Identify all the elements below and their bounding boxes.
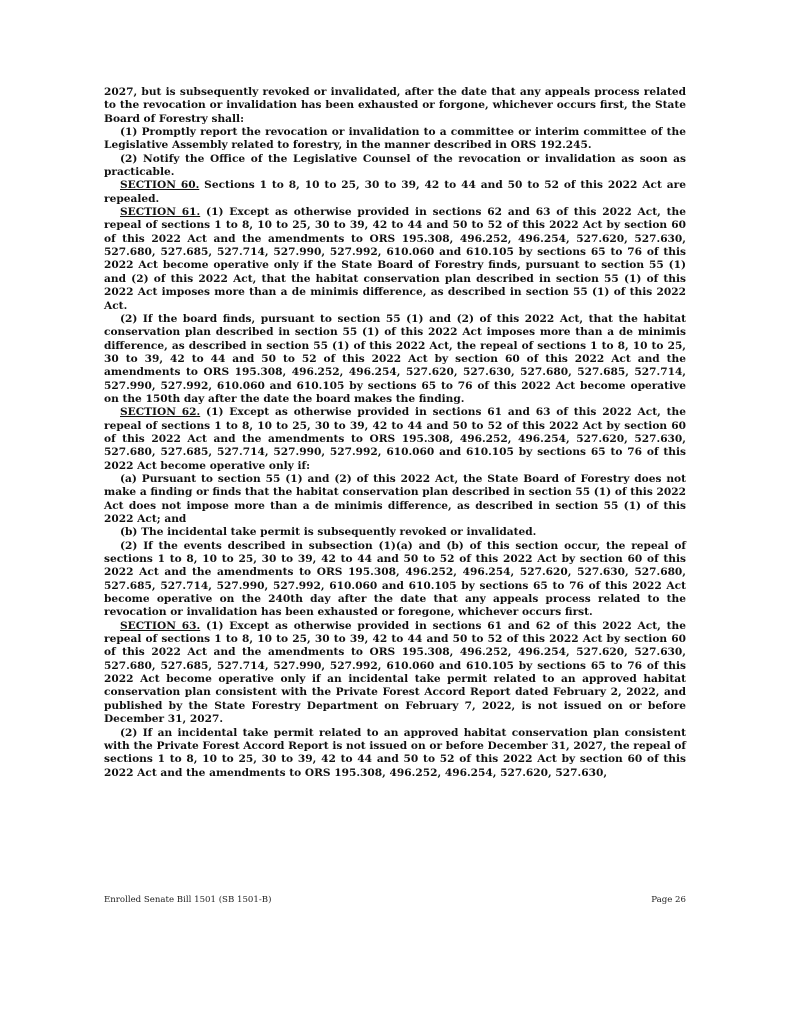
page-footer [104,895,686,905]
paragraph: SECTION 63. (1) Except as otherwise provided in sections 61 and 62 of this 2022 Act, the repeal of sections 1 to 8, 10 to 25, 30 to 39, 42 to 44 and 50 to 52 of this 2022 Act by section 60 of this 2022 Act and the amendments to ORS 195.308, 496.252, 496.254, 527.620, 527.630, 527.680, 527.685, 527.714, 527.990, 527.992, 610.060 and 610.105 by sections 65 to 76 of this 2022 Act become operative only if an incidental take permit related to an approved habitat conservation plan consistent with the Private Forest Accord Report dated February 2, 2022, and published by the State Forestry Department on February 7, 2022, is not issued on or before December 31, 2027. [104,619,686,726]
paragraph: (2) If the board finds, pursuant to section 55 (1) and (2) of this 2022 Act, that the habitat conservation plan described in section 55 (1) of this 2022 Act imposes more than a de minimis difference, as described in section 55 (1) of this 2022 Act, the repeal of sections 1 to 8, 10 to 25, 30 to 39, 42 to 44 and 50 to 52 of this 2022 Act by section 60 of this 2022 Act and the amendments to ORS 195.308, 496.252, 496.254, 527.620, 527.630, 527.680, 527.685, 527.714, 527.990, 527.992, 610.060 and 610.105 by sections 65 to 76 of this 2022 Act become operative on the 150th day after the date the board makes the finding. [104,312,686,405]
paragraph: SECTION 61. (1) Except as otherwise provided in sections 62 and 63 of this 2022 Act, the repeal of sections 1 to 8, 10 to 25, 30 to 39, 42 to 44 and 50 to 52 of this 2022 Act by section 60 of this 2022 Act and the amendments to ORS 195.308, 496.252, 496.254, 527.620, 527.630, 527.680, 527.685, 527.714, 527.990, 527.992, 610.060 and 610.105 by sections 65 to 76 of this 2022 Act become operative only if the State Board of Forestry finds, pursuant to section 55 (1) and (2) of this 2022 Act, that the habitat conservation plan described in section 55 (1) of this 2022 Act imposes more than a de minimis difference, as described in section 55 (1) of this 2022 Act. [104,206,686,312]
paragraph: 2027, but is subsequently revoked or invalidated, after the date that any appeals process related to the revocation or invalidation has been exhausted or forgone, whichever occurs first, the State Board of Forestry shall: [104,86,686,125]
paragraph: (b) The incidental take permit is subsequently revoked or invalidated. [120,526,537,539]
paragraph: (2) If the events described in subsection (1)(a) and (b) of this section occur, the repeal of sections 1 to 8, 10 to 25, 30 to 39, 42 to 44 and 50 to 52 of this 2022 Act by section 60 of this 2022 Act and the amendments to ORS 195.308, 496.252, 496.254, 527.620, 527.630, 527.680, 527.685, 527.714, 527.990, 527.992, 610.060 and 610.105 by sections 65 to 76 of this 2022 Act become operative on the 240th day after the date that any appeals process related to the revocation or invalidation has been exhausted or foregone, whichever occurs first. [104,539,686,619]
paragraph: (1) Promptly report the revocation or invalidation to a committee or interim committee of the Legislative Assembly related to forestry, in the manner described in ORS 192.245. [104,126,686,152]
paragraph: SECTION 62. (1) Except as otherwise provided in sections 61 and 63 of this 2022 Act, the repeal of sections 1 to 8, 10 to 25, 30 to 39, 42 to 44 and 50 to 52 of this 2022 Act by section 60 of this 2022 Act and the amendments to ORS 195.308, 496.252, 496.254, 527.620, 527.630, 527.680, 527.685, 527.714, 527.990, 527.992, 610.060 and 610.105 by sections 65 to 76 of this 2022 Act become operative only if: [104,406,686,472]
section-heading: SECTION 63. [120,619,201,632]
paragraph: (a) Pursuant to section 55 (1) and (2) of this 2022 Act, the State Board of Forestry does not make a finding or finds that the habitat conservation plan described in section 55 (1) of this 2022 Act does not impose more than a de minimis difference, as described in section 55 (1) of this 2022 Act; and [104,472,686,525]
paragraph: (2) Notify the Office of the Legislative Counsel of the revocation or invalidation as soon as practicable. [104,152,686,179]
section-heading: SECTION 62. [120,406,201,419]
document-body [104,86,686,780]
paragraph: SECTION 60. Sections 1 to 8, 10 to 25, 30 to 39, 42 to 44 and 50 to 52 of this 2022 Act are repealed. [104,179,686,205]
paragraph: (2) If an incidental take permit related to an approved habitat conservation plan consistent with the Private Forest Accord Report is not issued on or before December 31, 2027, the repeal of sections 1 to 8, 10 to 25, 30 to 39, 42 to 44 and 50 to 52 of this 2022 Act by section 60 of this 2022 Act and the amendments to ORS 195.308, 496.252, 496.254, 527.620, 527.630, [104,726,686,779]
section-heading: SECTION 61. [120,206,201,219]
section-heading: SECTION 60. [120,179,200,192]
bill-identifier: Enrolled Senate Bill 1501 (SB 1501-B) [104,895,272,905]
page-number: Page 26 [651,895,686,905]
